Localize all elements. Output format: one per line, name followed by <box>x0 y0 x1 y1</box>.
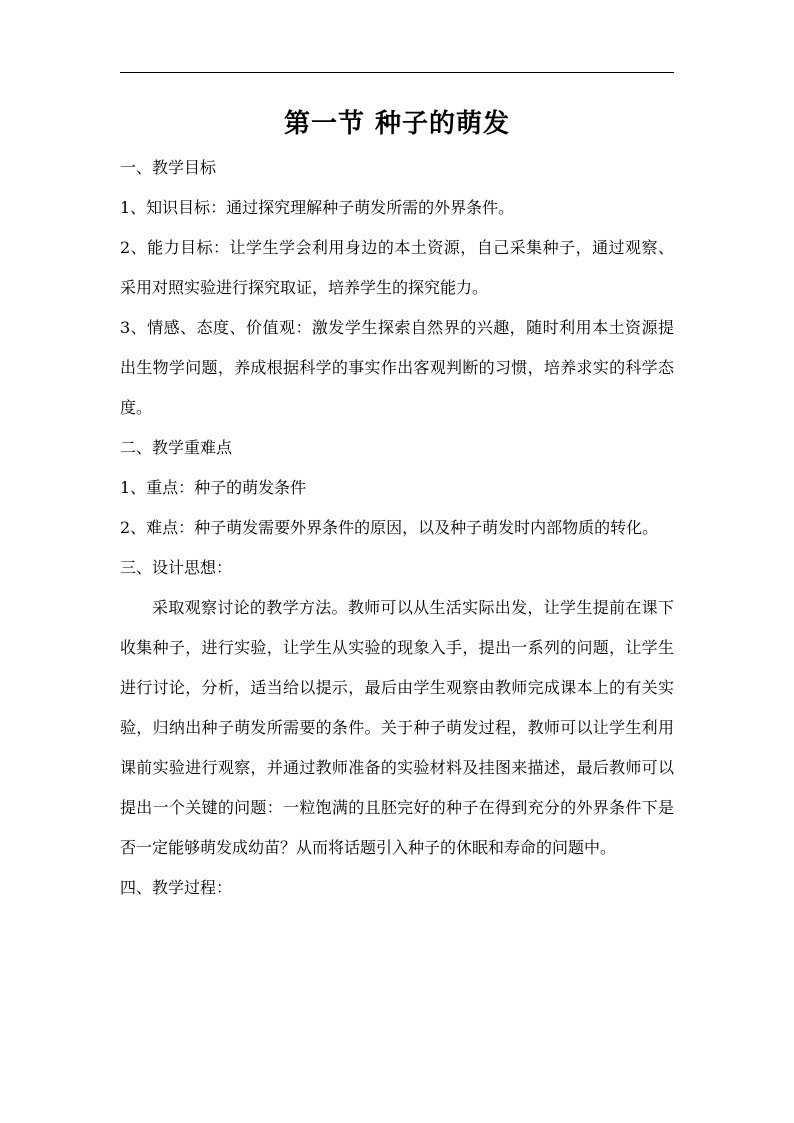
key-point-difficulty: 2、难点：种子萌发需要外界条件的原因，以及种子萌发时内部物质的转化。 <box>120 518 659 537</box>
page-title: 第一节 种子的萌发 <box>283 109 511 139</box>
section-heading-key-points: 二、教学重难点 <box>120 438 233 457</box>
objective-ability: 2、能力目标：让学生学会利用身边的本土资源，自己采集种子，通过观察、采用对照实验进行探究取证，培养学生的探究能力。 <box>120 238 674 297</box>
section-heading-objectives: 一、教学目标 <box>120 158 217 177</box>
header-rule <box>120 72 674 73</box>
section-heading-design: 三、设计思想： <box>120 558 233 577</box>
key-point-focus: 1、重点：种子的萌发条件 <box>120 478 307 497</box>
section-heading-process: 四、教学过程： <box>120 878 233 897</box>
design-paragraph: 采取观察讨论的教学方法。教师可以从生活实际出发，让学生提前在课下收集种子，进行实验，让学生从实验的现象入手，提出一系列的问题，让学生进行讨论，分析，适当给以提示，最后由学生观察由教师完成课本上的有关实验，归纳出种子萌发所需要的条件。关于种子萌发过程，教师可以让学生利用课前实验进行观察，并通过教师准备的实验材料及挂图来描述，最后教师可以提出一个关键的问题：一粒饱满的且胚完好的种子在得到充分的外界条件下是否一定能够萌发成幼苗？从而将话题引入种子的休眠和寿命的问题中。 <box>120 598 674 857</box>
document-body <box>120 148 674 908</box>
objective-knowledge: 1、知识目标：通过探究理解种子萌发所需的外界条件。 <box>120 198 515 217</box>
objective-emotion: 3、情感、态度、价值观：激发学生探索自然界的兴趣，随时利用本土资源提 出生物学问题，养成根据科学的事实作出客观判断的习惯，培养求实的科学态度。 <box>120 318 674 417</box>
